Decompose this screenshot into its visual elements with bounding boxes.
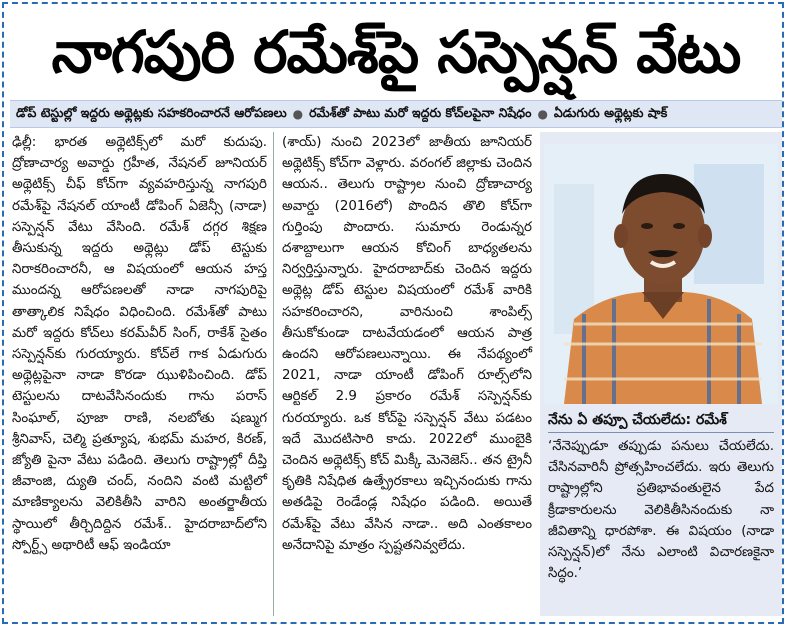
sidebar-quote: ‘నేనెప్పుడూ తప్పుడు పనులు చేయలేదు. చేసినవారినీ ప్రోత్సహించలేదు. ఇరు తెలుగు రాష్ట్రాల్లోని ప్రతిభావంతులైన పేద క్రీడాకారులను వెలికితీసినందుకు నా జీవితాన్ని ధారపోశా. ఈ విషయం (నాడా సస్పెన్షన్‌)లో నేను ఎలాంటి విచారణకైనా సిద్ధం.’ [548, 439, 774, 582]
article-column-2 [282, 132, 532, 616]
article-frame [2, 2, 784, 624]
subhead-2: రమేశ్‌తో పాటు మరో ఇద్దరు కోచ్‌లపైనా నిషేధం [309, 104, 532, 120]
bullet-icon: ● [292, 107, 304, 121]
subhead-3: ఏడుగురు అథ్లెట్లకు షాక్‌ [553, 104, 668, 120]
portrait-image [544, 144, 778, 404]
column-2-text: (శాయ్‌) నుంచి 2023లో జాతీయ జూనియర్‌ అథ్లెటిక్స్‌ కోచ్‌గా వెళ్లారు. వరంగల్‌ జిల్లాకు చెందిన ఆయన.. తెలుగు రాష్ట్రాల నుంచి ద్రోణాచార్య అవార్డు (2016లో) పొందిన తొలి కోచ్‌గా గుర్తింపు పొందారు. సుమారు రెండున్నర దశాబ్దాలుగా ఆయన కోచింగ్‌ బాధ్యతలను నిర్వర్తిస్తున్నారు. హైదరాబాద్‌కు చెందిన ఇద్దరు అథ్లెట్ల డోప్‌ టెస్టుల విషయంలో రమేశ్‌ వారికి సహకరించారని, వారినుంచి శాంపిల్స్‌ తీసుకోకుండా దాటవేయడంలో ఆయన పాత్ర ఉందని ఆరోపణలున్నాయి. ఈ నేపథ్యంలో 2021, నాడా యాంటీ డోపింగ్‌ రూల్స్‌లోని ఆర్టికల్‌ 2.9 ప్రకారం రమేశ్‌ సస్పెన్షన్‌కు గురయ్యారు. ఒక కోచ్‌పై సస్పెన్షన్‌ వేటు పడటం ఇదే మొదటిసారి కాదు. 2022లో ముంబైకి చెందిన అథ్లెటిక్స్‌ కోచ్‌ మిక్కీ మెనెజెస్‌.. తన ట్రైనీ కృతికి నిషేధిత ఉత్ప్రేరకాలు ఇచ్చినందుకు గాను అతడిపై రెండేండ్ల నిషేధం పడింది. అయితే రమేశ్‌పై వేటు వేసిన నాడా.. అది ఎంతకాలం అనేదానిపై మాత్రం స్పష్టతనివ్వలేదు. [282, 135, 532, 553]
sidebar-caption-title: నేను ఏ తప్పూ చేయలేదు: రమేశ్‌ [548, 412, 727, 428]
headline: నాగపురి రమేశ్‌పై సస్పెన్షన్‌ వేటు [51, 18, 741, 86]
subheadline-bar [10, 100, 782, 128]
bullet-icon: ● [537, 107, 548, 121]
article-column-1 [12, 132, 274, 616]
column-1-text: ఢిల్లీ: భారత అథ్లెటిక్స్‌లో మరో కుదుపు. ద్రోణాచార్య అవార్డు గ్రహీత, నేషనల్‌ జూనియర్‌ అథ్లెటిక్స్‌ చీఫ్‌ కోచ్‌గా వ్యవహరిస్తున్న నాగపురి రమేశ్‌పై నేషనల్‌ యాంటీ డోపింగ్‌ ఏజెన్సీ (నాడా) సస్పెన్షన్‌ వేటు వేసింది. రమేశ్‌ దగ్గర శిక్షణ తీసుకున్న ఇద్దరు అథ్లెట్లు డోప్‌ టెస్టుకు నిరాకరించారనీ, ఆ విషయంలో ఆయన హస్త ముందన్న ఆరోపణలతో నాడా నాగపురిపై తాత్కాలిక నిషేధం విధించింది. రమేశ్‌తో పాటు మరో ఇద్దరు కోచ్‌లు కరమ్‌వీర్‌ సింగ్‌, రాకేశ్‌ సైతం సస్పెన్షన్‌కు గురయ్యారు. కోచ్‌లే గాక ఏడుగురు అథ్లెట్లపైనా నాడా కొరడా ఝుళిపించింది. డోప్‌ టెస్టులను దాటవేసినందుకు గాను పరాస్‌ సింఘాల్‌, పూజా రాణి, నలబోతు షణ్ముగ శ్రీనివాస్‌, చెల్మి ప్రత్యూష, శుభమ్‌ మహర, కిరణ్‌, జ్యోతి పైనా వేటు పడింది. తెలుగు రాష్ట్రాల్లో దీప్తి జీవాంజి, ద్యుతి చంద్‌, నందిని వంటి మట్టిలో మాణిక్యాలను వెలికితీసి వారిని అంతర్జాతీయ స్థాయిలో తీర్చిదిద్దిన రమేశ్‌.. హైదరాబాద్‌లోని స్పోర్ట్స్‌ అథారిటీ ఆఫ్‌ ఇండియా [12, 135, 267, 553]
caption-divider [548, 432, 774, 433]
subhead-1: డోప్‌ టెస్టుల్లో ఇద్దరు అథ్లెట్లకు సహకరించారనే ఆరోపణలు [16, 104, 287, 120]
coach-photo [544, 144, 778, 404]
quote-sidebar [540, 132, 782, 616]
